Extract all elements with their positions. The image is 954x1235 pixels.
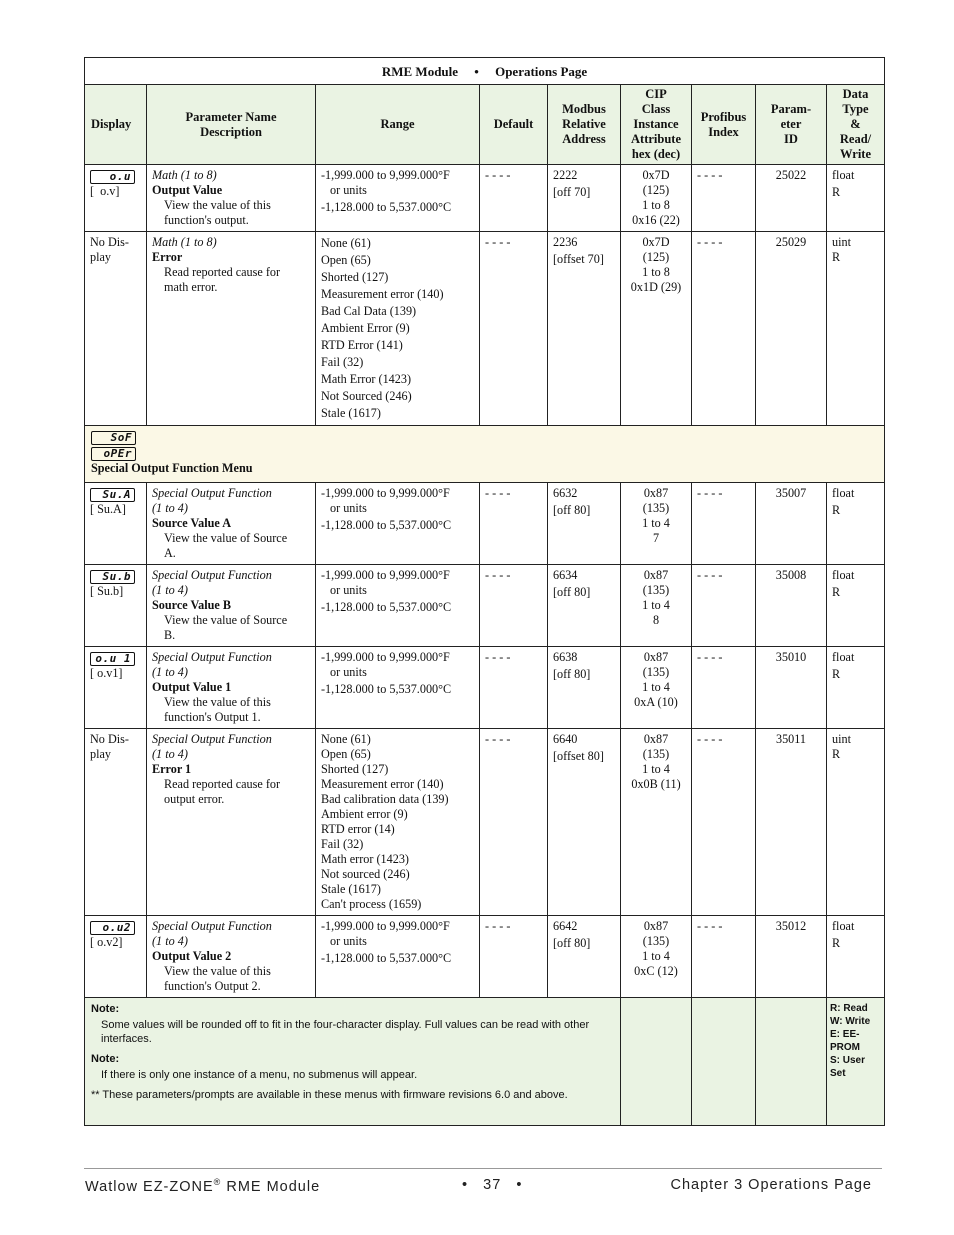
data-type-cell: uint R xyxy=(827,729,885,916)
header-range: Range xyxy=(316,85,480,165)
parameter-cell: Special Output Function (1 to 4) Source Value B View the value of Source B. xyxy=(147,565,316,647)
notes-cell: Note: Some values will be rounded off to fit in the four-character display. Full values can be read with other interfaces. Note: If there is only one instance of a menu, no submenus will appear. ** These parameters/prompts are available in these menus with firmware revisions 6.0 and above. xyxy=(85,998,621,1126)
parameter-cell: Special Output Function (1 to 4) Output Value 1 View the value of this function's Output 1. xyxy=(147,647,316,729)
cip-cell: 0x87 (135) 1 to 4 0x0B (11) xyxy=(621,729,692,916)
display-cell: No Dis- play xyxy=(85,729,147,916)
lcd-display-icon: Su.A xyxy=(90,488,135,502)
footer-chapter: Chapter 3 Operations Page xyxy=(670,1177,872,1193)
default-cell: - - - - xyxy=(480,483,548,565)
table-row xyxy=(85,916,885,998)
display-cell: No Dis- play xyxy=(85,232,147,426)
cip-cell: 0x87 (135) 1 to 4 8 xyxy=(621,565,692,647)
header-modbus: Modbus Relative Address xyxy=(548,85,621,165)
modbus-cell: 6642 [off 80] xyxy=(548,916,621,998)
table-row xyxy=(85,165,885,232)
lcd-menu-icon: SoF xyxy=(91,431,136,445)
notes-empty-cell xyxy=(756,998,827,1126)
cip-cell: 0x87 (135) 1 to 4 0xA (10) xyxy=(621,647,692,729)
parameter-cell: Math (1 to 8) Output Value View the value of this function's output. xyxy=(147,165,316,232)
table-row xyxy=(85,232,885,426)
header-row xyxy=(85,85,885,165)
cip-cell: 0x7D (125) 1 to 8 0x1D (29) xyxy=(621,232,692,426)
parameter-cell: Special Output Function (1 to 4) Error 1 Read reported cause for output error. xyxy=(147,729,316,916)
table-row xyxy=(85,565,885,647)
cip-cell: 0x7D (125) 1 to 8 0x16 (22) xyxy=(621,165,692,232)
table-title-row xyxy=(85,58,885,85)
range-cell: -1,999.000 to 9,999.000°F or units -1,128.000 to 5,537.000°C xyxy=(316,483,480,565)
lcd-page-icon: oPEr xyxy=(91,447,136,461)
footer-divider xyxy=(84,1168,882,1169)
table-row xyxy=(85,729,885,916)
profibus-cell: - - - - xyxy=(692,165,756,232)
range-cell: -1,999.000 to 9,999.000°F or units -1,128.000 to 5,537.000°C xyxy=(316,165,480,232)
lcd-display-icon: o.u 1 xyxy=(90,652,135,666)
notes-empty-cell xyxy=(621,998,692,1126)
default-cell: - - - - xyxy=(480,647,548,729)
notes-row xyxy=(85,998,885,1126)
modbus-cell: 6634 [off 80] xyxy=(548,565,621,647)
modbus-cell: 2236 [offset 70] xyxy=(548,232,621,426)
rw-legend: R: Read W: Write E: EE- PROM S: User Set xyxy=(827,998,885,1126)
data-type-cell: float R xyxy=(827,647,885,729)
header-param-id: Param- eter ID xyxy=(756,85,827,165)
data-type-cell: uint R xyxy=(827,232,885,426)
range-cell: None (61) Open (65) Shorted (127) Measurement error (140) Bad calibration data (139) Ambient error (9) RTD error (14) Fail (32) Math error (1423) Not sourced (246) Stale (1617) Can't process (1659) xyxy=(316,729,480,916)
table-title: RME Module • Operations Page xyxy=(85,58,885,85)
header-parameter: Parameter Name Description xyxy=(147,85,316,165)
data-type-cell: float R xyxy=(827,565,885,647)
default-cell: - - - - xyxy=(480,729,548,916)
data-type-cell: float R xyxy=(827,916,885,998)
display-cell: o.u [ o.v] xyxy=(85,165,147,232)
param-id-cell: 35012 xyxy=(756,916,827,998)
profibus-cell: - - - - xyxy=(692,916,756,998)
header-display: Display xyxy=(85,85,147,165)
default-cell: - - - - xyxy=(480,916,548,998)
data-type-cell: float R xyxy=(827,483,885,565)
header-default: Default xyxy=(480,85,548,165)
header-cip: CIP Class Instance Attribute hex (dec) xyxy=(621,85,692,165)
lcd-display-icon: o.u2 xyxy=(90,921,135,935)
display-cell: o.u2 [ o.v2] xyxy=(85,916,147,998)
modbus-cell: 6632 [off 80] xyxy=(548,483,621,565)
modbus-cell: 6638 [off 80] xyxy=(548,647,621,729)
param-id-cell: 35007 xyxy=(756,483,827,565)
parameter-cell: Special Output Function (1 to 4) Source Value A View the value of Source A. xyxy=(147,483,316,565)
profibus-cell: - - - - xyxy=(692,483,756,565)
table-row xyxy=(85,483,885,565)
parameter-cell: Special Output Function (1 to 4) Output Value 2 View the value of this function's Output 2. xyxy=(147,916,316,998)
profibus-cell: - - - - xyxy=(692,729,756,916)
cip-cell: 0x87 (135) 1 to 4 0xC (12) xyxy=(621,916,692,998)
range-cell: -1,999.000 to 9,999.000°F or units -1,128.000 to 5,537.000°C xyxy=(316,647,480,729)
param-id-cell: 35011 xyxy=(756,729,827,916)
default-cell: - - - - xyxy=(480,565,548,647)
header-data-type: Data Type & Read/ Write xyxy=(827,85,885,165)
display-cell: Su.A [ Su.A] xyxy=(85,483,147,565)
param-id-cell: 25022 xyxy=(756,165,827,232)
param-id-cell: 25029 xyxy=(756,232,827,426)
range-cell: -1,999.000 to 9,999.000°F or units -1,128.000 to 5,537.000°C xyxy=(316,565,480,647)
param-id-cell: 35008 xyxy=(756,565,827,647)
menu-row xyxy=(85,426,885,483)
display-cell: Su.b [ Su.b] xyxy=(85,565,147,647)
menu-cell xyxy=(85,426,885,483)
modbus-cell: 2222 [off 70] xyxy=(548,165,621,232)
lcd-display-icon: Su.b xyxy=(90,570,135,584)
profibus-cell: - - - - xyxy=(692,232,756,426)
lcd-display-icon: o.u xyxy=(90,170,135,184)
parameter-cell: Math (1 to 8) Error Read reported cause for math error. xyxy=(147,232,316,426)
footer-product: Watlow EZ-ZONE® RME Module xyxy=(85,1177,321,1195)
cip-cell: 0x87 (135) 1 to 4 7 xyxy=(621,483,692,565)
table-row xyxy=(85,647,885,729)
notes-empty-cell xyxy=(692,998,756,1126)
header-profibus: Profibus Index xyxy=(692,85,756,165)
data-type-cell: float R xyxy=(827,165,885,232)
range-cell: -1,999.000 to 9,999.000°F or units -1,128.000 to 5,537.000°C xyxy=(316,916,480,998)
param-id-cell: 35010 xyxy=(756,647,827,729)
modbus-cell: 6640 [offset 80] xyxy=(548,729,621,916)
display-cell: o.u 1 [ o.v1] xyxy=(85,647,147,729)
profibus-cell: - - - - xyxy=(692,647,756,729)
footer-page-number: • 37 • xyxy=(462,1177,523,1193)
menu-label: Special Output Function Menu xyxy=(91,461,253,475)
range-cell: None (61) Open (65) Shorted (127) Measurement error (140) Bad Cal Data (139) Ambient Error (9) RTD Error (141) Fail (32) Math Error (1423) Not Sourced (246) Stale (1617) xyxy=(316,232,480,426)
operations-table xyxy=(84,57,885,1126)
default-cell: - - - - xyxy=(480,232,548,426)
default-cell: - - - - xyxy=(480,165,548,232)
profibus-cell: - - - - xyxy=(692,565,756,647)
